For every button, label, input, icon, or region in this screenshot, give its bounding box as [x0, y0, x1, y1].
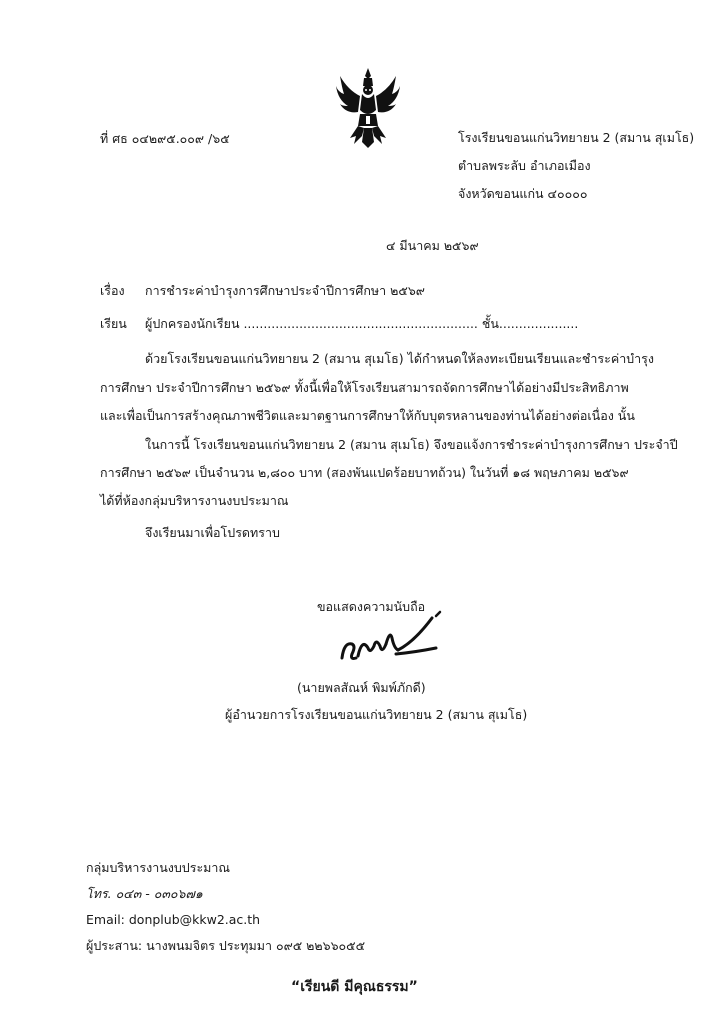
subject-text: การชำระค่าบำรุงการศึกษาประจำปีการศึกษา ๒๕๖๙ — [145, 283, 425, 298]
reference-number: ที่ ศธ ๐๔๒๙๕.๐๐๙ /๖๕ — [100, 131, 230, 146]
signer-title: ผู้อำนวยการโรงเรียนขอนแก่นวิทยายน 2 (สมาน สุเมโธ) — [225, 707, 528, 722]
garuda-emblem-icon — [336, 66, 400, 148]
letter-date: ๔ มีนาคม ๒๕๖๙ — [386, 238, 479, 253]
school-name: โรงเรียนขอนแก่นวิทยายน 2 (สมาน สุเมโธ) — [458, 130, 695, 145]
address-line-2: จังหวัดขอนแก่น ๔๐๐๐๐ — [458, 186, 588, 201]
paragraph-2-line-2: การศึกษา ๒๕๖๙ เป็นจำนวน ๒,๘๐๐ บาท (สองพันแปดร้อยบาทถ้วน) ในวันที่ ๑๘ พฤษภาคม ๒๕๖๙ — [100, 465, 629, 480]
signer-name: (นายพลสัณห์ พิมพ์ภักดี) — [297, 680, 426, 695]
recipient-text: ผู้ปกครองนักเรียน ........................................................... ชั้น.................... — [145, 316, 579, 331]
regards-text: ขอแสดงความนับถือ — [317, 599, 426, 614]
department-name: กลุ่มบริหารงานงบประมาณ — [86, 860, 231, 875]
address-line-1: ตำบลพระลับ อำเภอเมือง — [458, 158, 591, 173]
email-address: Email: donplub@kkw2.ac.th — [86, 912, 261, 927]
recipient-label: เรียน — [100, 316, 127, 331]
subject-label: เรื่อง — [100, 283, 125, 298]
closing-sentence: จึงเรียนมาเพื่อโปรดทราบ — [145, 525, 280, 540]
paragraph-1-line-2: การศึกษา ประจำปีการศึกษา ๒๕๖๙ ทั้งนี้เพื่อให้โรงเรียนสามารถจัดการศึกษาได้อย่างมีประสิทธิภาพ — [100, 380, 629, 395]
phone-number: โทร. ๐๔๓ - ๐๓๐๖๗๑ — [86, 886, 203, 901]
paragraph-2-line-1: ในการนี้ โรงเรียนขอนแก่นวิทยายน 2 (สมาน สุเมโธ) จึงขอแจ้งการชำระค่าบำรุงการศึกษา ประจำปี — [145, 437, 678, 452]
paragraph-1-line-3: และเพื่อเป็นการสร้างคุณภาพชีวิตและมาตฐานการศึกษาให้กับบุตรหลานของท่านได้อย่างต่อเนื่อง นั้น — [100, 408, 635, 423]
school-motto: “เรียนดี มีคุณธรรม” — [291, 979, 418, 995]
handwritten-signature — [336, 608, 446, 668]
paragraph-1-line-1: ด้วยโรงเรียนขอนแก่นวิทยายน 2 (สมาน สุเมโธ) ได้กำหนดให้ลงทะเบียนเรียนและชำระค่าบำรุง — [145, 351, 655, 366]
coordinator-contact: ผู้ประสาน: นางพนมจิตร ประทุมมา ๐๙๕ ๒๒๖๖๐๕๕ — [86, 938, 366, 953]
paragraph-2-line-3: ได้ที่ห้องกลุ่มบริหารงานงบประมาณ — [100, 493, 289, 508]
